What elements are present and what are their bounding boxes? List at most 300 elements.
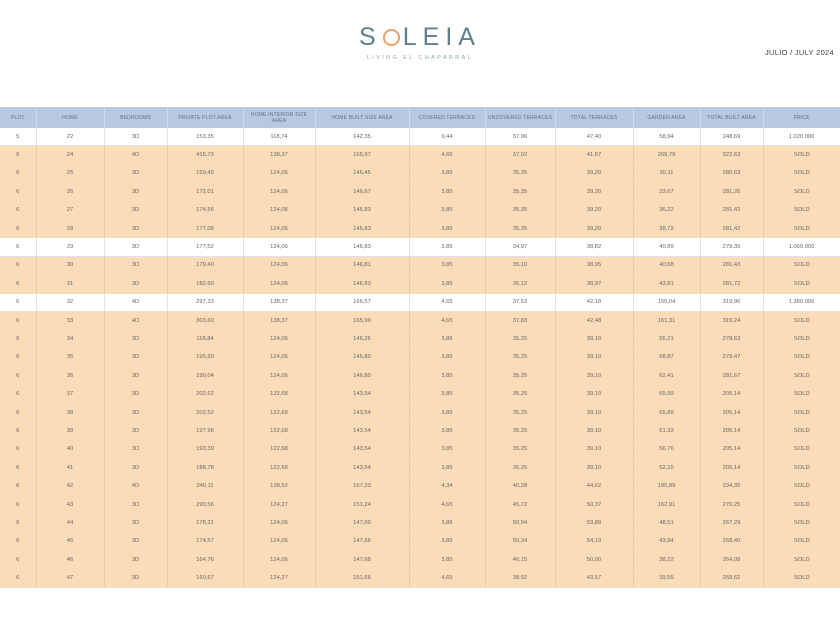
table-cell: 3D: [104, 238, 167, 256]
table-row: [0, 238, 840, 256]
table-cell: 58,87: [633, 348, 700, 366]
table-row: [0, 403, 840, 421]
table-cell: 248,69: [700, 128, 763, 146]
table-cell: 3,85: [409, 403, 485, 421]
table-cell: 151,66: [315, 569, 409, 587]
table-cell: 124,06: [243, 219, 315, 237]
table-cell: 37,83: [485, 311, 555, 329]
table-cell: 280,63: [700, 164, 763, 182]
table-cell: 35,25: [485, 459, 555, 477]
table-cell: 35,25: [485, 385, 555, 403]
table-cell: 3D: [104, 348, 167, 366]
table-cell: 42,48: [555, 311, 633, 329]
table-cell: 35,35: [485, 219, 555, 237]
table-cell: 146,83: [315, 219, 409, 237]
table-cell: 4,34: [409, 477, 485, 495]
table-cell: 3D: [104, 385, 167, 403]
table-cell: 24: [36, 146, 104, 164]
table-cell: 6: [0, 367, 36, 385]
table-cell: 46: [36, 550, 104, 568]
table-cell: 202,62: [167, 385, 243, 403]
table-cell: 124,06: [243, 367, 315, 385]
table-cell: 153,35: [167, 128, 243, 146]
table-cell: 264,08: [700, 550, 763, 568]
table-cell: 40,89: [633, 238, 700, 256]
table-cell: 47,40: [555, 128, 633, 146]
table-cell: 124,06: [243, 183, 315, 201]
table-cell: SOLD: [763, 348, 840, 366]
table-cell: SOLD: [763, 459, 840, 477]
table-cell: 42,18: [555, 293, 633, 311]
table-cell: 193,39: [167, 440, 243, 458]
table-cell: 50,04: [485, 514, 555, 532]
table-cell: 35,25: [485, 403, 555, 421]
table-cell: SOLD: [763, 146, 840, 164]
table-cell: 143,54: [315, 440, 409, 458]
brand-logo: [0, 22, 840, 61]
table-cell: 5: [0, 128, 36, 146]
table-cell: 143,54: [315, 403, 409, 421]
table-cell: 6: [0, 219, 36, 237]
table-cell: 146,45: [315, 164, 409, 182]
table-cell: 3,85: [409, 367, 485, 385]
table-cell: 6: [0, 330, 36, 348]
table-cell: 3,85: [409, 348, 485, 366]
table-cell: 3,85: [409, 275, 485, 293]
table-cell: 45: [36, 532, 104, 550]
table-cell: 124,06: [243, 256, 315, 274]
table-cell: 166,57: [315, 293, 409, 311]
column-header: BEDROOMS: [104, 107, 167, 128]
table-cell: 6: [0, 477, 36, 495]
table-cell: 48,51: [633, 514, 700, 532]
table-cell: 281,42: [700, 219, 763, 237]
price-list-date: JULIO / JULY 2024: [764, 48, 834, 57]
table-cell: 6: [0, 348, 36, 366]
table-row: [0, 367, 840, 385]
table-header-row: [0, 107, 840, 128]
table-cell: 35,35: [485, 183, 555, 201]
table-cell: 3D: [104, 459, 167, 477]
table-cell: 155,04: [633, 293, 700, 311]
table-cell: 45,72: [485, 495, 555, 513]
table-cell: 3D: [104, 403, 167, 421]
table-cell: 3,85: [409, 440, 485, 458]
table-cell: 319,96: [700, 293, 763, 311]
table-cell: 281,67: [700, 367, 763, 385]
table-cell: 162,91: [633, 495, 700, 513]
table-cell: 50,37: [555, 495, 633, 513]
table-cell: 40: [36, 440, 104, 458]
table-cell: 55,21: [633, 330, 700, 348]
table-cell: 279,47: [700, 348, 763, 366]
table-cell: 47: [36, 569, 104, 587]
table-cell: 39,20: [555, 201, 633, 219]
table-cell: 6: [0, 550, 36, 568]
table-cell: 35,25: [485, 348, 555, 366]
table-cell: 3,85: [409, 532, 485, 550]
table-cell: 38,97: [555, 275, 633, 293]
table-cell: 165,97: [315, 146, 409, 164]
table-cell: 33: [36, 311, 104, 329]
table-cell: 43: [36, 495, 104, 513]
table-cell: 27: [36, 201, 104, 219]
table-row: [0, 146, 840, 164]
table-cell: 3,85: [409, 164, 485, 182]
table-cell: 3,85: [409, 183, 485, 201]
table-cell: 122,68: [243, 422, 315, 440]
table-cell: 3D: [104, 256, 167, 274]
table-cell: 3,85: [409, 422, 485, 440]
table-cell: 122,68: [243, 403, 315, 421]
table-cell: 6: [0, 403, 36, 421]
table-cell: 124,06: [243, 164, 315, 182]
table-cell: SOLD: [763, 422, 840, 440]
table-cell: 3D: [104, 164, 167, 182]
table-row: [0, 330, 840, 348]
table-cell: 4D: [104, 293, 167, 311]
table-cell: 43,94: [633, 532, 700, 550]
table-cell: 268,40: [700, 532, 763, 550]
column-header: GARDEN AREA: [633, 107, 700, 128]
table-cell: 3D: [104, 440, 167, 458]
table-cell: 124,06: [243, 201, 315, 219]
table-cell: 6: [0, 495, 36, 513]
column-header: PLOT: [0, 107, 36, 128]
table-cell: 9,44: [409, 128, 485, 146]
table-cell: 43,57: [555, 569, 633, 587]
table-cell: 6: [0, 164, 36, 182]
table-cell: 138,37: [243, 293, 315, 311]
table-cell: SOLD: [763, 477, 840, 495]
table-cell: 39,20: [555, 183, 633, 201]
table-cell: 3D: [104, 183, 167, 201]
table-cell: 3D: [104, 219, 167, 237]
table-cell: 3D: [104, 532, 167, 550]
column-header: HOME INTERIOR SIZE AREA: [243, 107, 315, 128]
table-cell: 205,14: [700, 385, 763, 403]
table-cell: 40,68: [633, 256, 700, 274]
table-cell: 39,10: [555, 403, 633, 421]
table-cell: 35,25: [485, 330, 555, 348]
table-cell: SOLD: [763, 256, 840, 274]
table-cell: 179,40: [167, 256, 243, 274]
table-cell: 269,79: [633, 146, 700, 164]
table-cell: SOLD: [763, 440, 840, 458]
table-cell: SOLD: [763, 385, 840, 403]
brand-name: [0, 22, 840, 52]
table-cell: SOLD: [763, 403, 840, 421]
table-cell: 4D: [104, 477, 167, 495]
table-cell: 3,85: [409, 219, 485, 237]
table-cell: 146,83: [315, 275, 409, 293]
table-cell: 3D: [104, 550, 167, 568]
table-cell: SOLD: [763, 550, 840, 568]
table-cell: 34: [36, 330, 104, 348]
table-cell: 165,99: [315, 311, 409, 329]
table-cell: 4D: [104, 311, 167, 329]
table-cell: 22: [36, 128, 104, 146]
table-cell: 3,85: [409, 550, 485, 568]
table-cell: 35,12: [485, 275, 555, 293]
table-cell: 147,00: [315, 514, 409, 532]
table-row: [0, 183, 840, 201]
table-cell: 281,43: [700, 256, 763, 274]
table-cell: 39,10: [555, 367, 633, 385]
table-cell: 3,85: [409, 459, 485, 477]
table-cell: 4,65: [409, 569, 485, 587]
table-row: [0, 385, 840, 403]
table-cell: SOLD: [763, 201, 840, 219]
table-cell: 28: [36, 219, 104, 237]
table-cell: 195,50: [167, 348, 243, 366]
table-cell: 58,94: [633, 128, 700, 146]
table-cell: 6: [0, 514, 36, 532]
table-cell: 146,81: [315, 256, 409, 274]
table-cell: 415,73: [167, 146, 243, 164]
table-cell: 122,68: [243, 385, 315, 403]
table-cell: 65,99: [633, 385, 700, 403]
table-cell: 42: [36, 477, 104, 495]
table-cell: 39,10: [555, 459, 633, 477]
table-cell: 39,10: [555, 330, 633, 348]
table-cell: 6: [0, 238, 36, 256]
table-cell: 37,53: [485, 293, 555, 311]
table-cell: 124,06: [243, 238, 315, 256]
table-cell: 124,27: [243, 569, 315, 587]
table-cell: 50,34: [485, 532, 555, 550]
table-cell: 37,02: [485, 146, 555, 164]
table-cell: 174,57: [167, 532, 243, 550]
table-cell: 151,24: [315, 495, 409, 513]
availability-table: [0, 107, 840, 588]
table-row: [0, 201, 840, 219]
table-row: [0, 495, 840, 513]
table-cell: 39,20: [555, 164, 633, 182]
table-cell: 182,60: [167, 275, 243, 293]
table-cell: 3D: [104, 330, 167, 348]
table-cell: 3D: [104, 201, 167, 219]
table-cell: 146,83: [315, 238, 409, 256]
table-cell: 4,65: [409, 311, 485, 329]
table-cell: 202,52: [167, 403, 243, 421]
table-cell: 35: [36, 348, 104, 366]
table-cell: 3,85: [409, 330, 485, 348]
table-cell: SOLD: [763, 275, 840, 293]
table-cell: 6: [0, 146, 36, 164]
table-cell: 281,26: [700, 183, 763, 201]
table-row: [0, 514, 840, 532]
table-cell: 39,10: [555, 422, 633, 440]
table-row: [0, 422, 840, 440]
table-cell: 41: [36, 459, 104, 477]
table-cell: 178,31: [167, 514, 243, 532]
table-cell: 164,76: [167, 550, 243, 568]
table-cell: 177,52: [167, 238, 243, 256]
table-cell: 267,29: [700, 514, 763, 532]
table-cell: 281,72: [700, 275, 763, 293]
table-cell: 177,06: [167, 219, 243, 237]
table-row: [0, 275, 840, 293]
table-cell: 138,37: [243, 146, 315, 164]
table-cell: 30,11: [633, 164, 700, 182]
column-header: PRICE: [763, 107, 840, 128]
table-row: [0, 164, 840, 182]
table-cell: 6: [0, 440, 36, 458]
table-cell: 146,80: [315, 348, 409, 366]
table-row: [0, 440, 840, 458]
table-cell: 3D: [104, 514, 167, 532]
table-cell: 32: [36, 293, 104, 311]
table-cell: 3D: [104, 569, 167, 587]
table-cell: 124,06: [243, 532, 315, 550]
table-cell: 30: [36, 256, 104, 274]
table-cell: 39: [36, 422, 104, 440]
table-cell: 1.020.000: [763, 128, 840, 146]
table-cell: SOLD: [763, 330, 840, 348]
table-cell: 43,81: [633, 275, 700, 293]
table-cell: 6: [0, 256, 36, 274]
table-cell: 172,01: [167, 183, 243, 201]
table-cell: 124,06: [243, 348, 315, 366]
table-body: [0, 128, 840, 587]
table-cell: 65,89: [633, 403, 700, 421]
table-cell: 188,78: [167, 459, 243, 477]
table-cell: 118,84: [167, 330, 243, 348]
table-cell: SOLD: [763, 311, 840, 329]
table-cell: 61,33: [633, 422, 700, 440]
table-cell: 46,15: [485, 550, 555, 568]
table-cell: 161,31: [633, 311, 700, 329]
table-cell: 35,25: [485, 440, 555, 458]
table-row: [0, 550, 840, 568]
table-cell: 3,85: [409, 201, 485, 219]
table-cell: 138,37: [243, 311, 315, 329]
column-header: UNCOVERED TERRACES: [485, 107, 555, 128]
table-cell: 52,15: [633, 459, 700, 477]
table-cell: 34,97: [485, 238, 555, 256]
table-cell: SOLD: [763, 219, 840, 237]
table-row: [0, 569, 840, 587]
table-cell: 6: [0, 183, 36, 201]
column-header: COVERED TERRACES: [409, 107, 485, 128]
table-cell: 39,20: [555, 219, 633, 237]
table-cell: 38,72: [633, 219, 700, 237]
table-cell: 29: [36, 238, 104, 256]
table-cell: 6: [0, 532, 36, 550]
table-cell: 33,67: [633, 183, 700, 201]
table-cell: 3,85: [409, 256, 485, 274]
table-row: [0, 532, 840, 550]
column-header: TOTAL BUILT AREA: [700, 107, 763, 128]
table-cell: 35,35: [485, 201, 555, 219]
table-cell: 6: [0, 385, 36, 403]
table-cell: 3D: [104, 495, 167, 513]
table-cell: 44,62: [555, 477, 633, 495]
table-cell: 174,56: [167, 201, 243, 219]
table-cell: 38,82: [555, 238, 633, 256]
table-cell: 195,89: [633, 477, 700, 495]
table-cell: 160,67: [167, 569, 243, 587]
table-cell: 270,25: [700, 495, 763, 513]
table-row: [0, 219, 840, 237]
table-cell: 3,85: [409, 385, 485, 403]
table-cell: 169,45: [167, 164, 243, 182]
table-cell: 3,85: [409, 514, 485, 532]
table-cell: 147,68: [315, 550, 409, 568]
table-cell: 37: [36, 385, 104, 403]
column-header: HOME: [36, 107, 104, 128]
table-cell: 3D: [104, 367, 167, 385]
column-header: HOME BUILT SIZE AREA: [315, 107, 409, 128]
table-cell: 37,96: [485, 128, 555, 146]
table-cell: 4,65: [409, 146, 485, 164]
table-cell: 3,85: [409, 238, 485, 256]
table-cell: 340,11: [167, 477, 243, 495]
table-cell: 4,65: [409, 495, 485, 513]
column-header: TOTAL TERRACES: [555, 107, 633, 128]
table-cell: 205,14: [700, 440, 763, 458]
table-cell: 319,24: [700, 311, 763, 329]
table-cell: 279,35: [700, 238, 763, 256]
table-cell: 124,06: [243, 514, 315, 532]
table-cell: 147,66: [315, 532, 409, 550]
table-cell: 6: [0, 311, 36, 329]
table-cell: 35,10: [485, 256, 555, 274]
table-cell: 197,96: [167, 422, 243, 440]
table-cell: 35,25: [485, 367, 555, 385]
table-cell: 6: [0, 275, 36, 293]
table-cell: 124,06: [243, 275, 315, 293]
table-cell: 35,35: [485, 164, 555, 182]
table-row: [0, 477, 840, 495]
table-cell: 4D: [104, 146, 167, 164]
table-cell: 322,63: [700, 146, 763, 164]
table-cell: 205,14: [700, 403, 763, 421]
table-cell: SOLD: [763, 532, 840, 550]
table-cell: 146,83: [315, 201, 409, 219]
table-cell: 143,54: [315, 385, 409, 403]
table-cell: 143,54: [315, 422, 409, 440]
table-cell: 303,60: [167, 311, 243, 329]
table-cell: 38,92: [485, 569, 555, 587]
table-cell: 142,35: [315, 128, 409, 146]
column-header: PRIVATE PLOT AREA: [167, 107, 243, 128]
table-cell: 278,63: [700, 330, 763, 348]
table-cell: 4,65: [409, 293, 485, 311]
table-cell: 31: [36, 275, 104, 293]
table-row: [0, 256, 840, 274]
table-cell: 62,41: [633, 367, 700, 385]
table-row: [0, 128, 840, 146]
table-cell: 234,35: [700, 477, 763, 495]
table-cell: 6: [0, 201, 36, 219]
table-cell: 44: [36, 514, 104, 532]
table-cell: SOLD: [763, 164, 840, 182]
table-row: [0, 459, 840, 477]
table-cell: 124,27: [243, 495, 315, 513]
table-cell: 118,74: [243, 128, 315, 146]
table-cell: 54,19: [555, 532, 633, 550]
table-cell: 36: [36, 367, 104, 385]
table-cell: 3D: [104, 128, 167, 146]
table-cell: 199,04: [167, 367, 243, 385]
table-cell: 6: [0, 459, 36, 477]
table-cell: 38,95: [555, 256, 633, 274]
table-cell: 146,67: [315, 183, 409, 201]
table-cell: 268,62: [700, 569, 763, 587]
table-cell: 35,25: [485, 422, 555, 440]
